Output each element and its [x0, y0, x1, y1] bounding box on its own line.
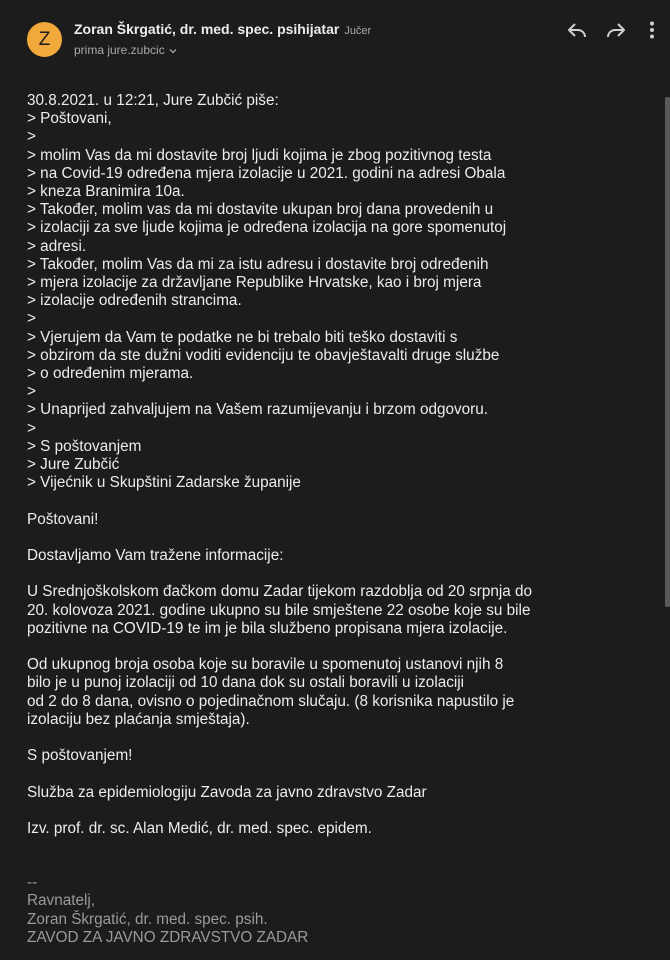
reply-icon [565, 18, 589, 42]
quoted-line: > na Covid-19 određena mjera izolacije u 2021. godini na adresi Obala [27, 164, 506, 182]
recipient-label: prima jure.zubcic [74, 43, 165, 57]
reply-author: Izv. prof. dr. sc. Alan Medić, dr. med. spec. epidem. [27, 820, 372, 838]
chevron-down-icon [168, 46, 178, 56]
quoted-line: > S poštovanjem [27, 437, 142, 455]
reply-paragraph-2 [27, 656, 657, 729]
paragraph-line: izolaciju bez plaćanja smještaja). [27, 710, 250, 728]
quoted-line: > izolacije određenih strancima. [27, 292, 242, 310]
reply-paragraph-1 [27, 583, 657, 638]
paragraph-line: 20. kolovoza 2021. godine ukupno su bile smještene 22 osobe koje su bile [27, 601, 531, 619]
scrollbar[interactable] [665, 97, 670, 607]
quoted-line: > [27, 310, 36, 328]
message-body [27, 92, 657, 947]
paragraph-line: pozitivne na COVID-19 te im je bila službeno propisana mjera izolacije. [27, 619, 508, 637]
reply-closing: S poštovanjem! [27, 747, 133, 765]
reply-department: Služba za epidemiologiju Zavoda za javno zdravstvo Zadar [27, 783, 427, 801]
quoted-line: > molim Vas da mi dostavite broj ljudi kojima je zbog pozitivnog testa [27, 146, 492, 164]
paragraph-line: U Srednjoškolskom đačkom domu Zadar tijekom razdoblja od 20 srpnja do [27, 583, 533, 601]
paragraph-line: bilo je u punoj izolaciji od 10 dana dok su ostali boravili u izolaciji [27, 674, 465, 692]
message-header [0, 0, 670, 80]
reply-button[interactable] [565, 18, 589, 42]
quoted-line: > [27, 128, 36, 146]
signature-line: Zoran Škrgatić, dr. med. spec. psih. [27, 910, 268, 928]
signature [27, 874, 657, 947]
quoted-line: > [27, 419, 36, 437]
more-vert-icon [640, 18, 664, 42]
paragraph-line: od 2 do 8 dana, ovisno o pojedinačnom slučaju. (8 korisnika napustilo je [27, 692, 515, 710]
quoted-line: > o određenim mjerama. [27, 365, 194, 383]
quoted-line: > Poštovani, [27, 110, 112, 128]
quoted-line: > obzirom da ste dužni voditi evidenciju te obavještavalti druge službe [27, 346, 500, 364]
signature-line: Ravnatelj, [27, 892, 96, 910]
quoted-line: > Vijećnik u Skupštini Zadarske županije [27, 474, 301, 492]
forward-button[interactable] [604, 18, 628, 42]
quoted-line: > kneza Branimira 10a. [27, 183, 185, 201]
quoted-line: > Također, molim vas da mi dostavite ukupan broj dana provedenih u [27, 201, 494, 219]
quoted-line: 30.8.2021. u 12:21, Jure Zubčić piše: [27, 92, 279, 109]
quoted-line: > Vjerujem da Vam te podatke ne bi trebalo biti teško dostaviti s [27, 328, 458, 346]
paragraph-line: Od ukupnog broja osoba koje su boravile u spomenutoj ustanovi njih 8 [27, 656, 504, 674]
reply-greeting: Poštovani! [27, 510, 99, 528]
quoted-message [27, 92, 657, 492]
sender-avatar[interactable]: Z [27, 22, 62, 57]
signature-line: -- [27, 874, 38, 892]
more-options-button[interactable] [640, 18, 664, 42]
signature-line: ZAVOD ZA JAVNO ZDRAVSTVO ZADAR [27, 928, 309, 946]
forward-icon [604, 18, 628, 42]
quoted-line: > Također, molim Vas da mi za istu adresu i dostavite broj određenih [27, 255, 489, 273]
sender-line [74, 21, 371, 37]
sender-name[interactable]: Zoran Škrgatić, dr. med. spec. psihijatar [74, 21, 340, 37]
quoted-line: > [27, 383, 36, 401]
quoted-line: > izolaciji za sve ljude kojima je određena izolacija na gore spomenutoj [27, 219, 507, 237]
quoted-line: > Jure Zubčić [27, 456, 120, 474]
quoted-line: > Unaprijed zahvaljujem na Vašem razumijevanju i brzom odgovoru. [27, 401, 488, 419]
recipient-toggle[interactable] [74, 43, 178, 57]
quoted-line: > mjera izolacije za državljane Republike Hrvatske, kao i broj mjera [27, 274, 482, 292]
message-time: Jučer [344, 25, 372, 37]
quoted-line: > adresi. [27, 237, 87, 255]
reply-intro: Dostavljamo Vam tražene informacije: [27, 547, 284, 565]
